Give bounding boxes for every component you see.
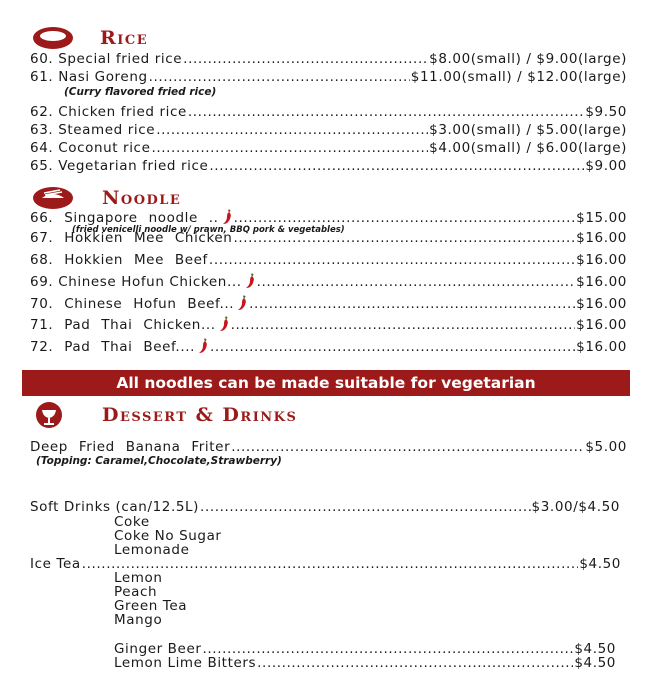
menu-item: 61. Nasi Goreng ..... $11.00(small) / $12.00(large) — [30, 69, 627, 86]
item-name: Lemon Lime Bitters — [114, 655, 257, 671]
chili-pepper-icon — [221, 209, 233, 225]
item-name: Nasi Goreng — [58, 69, 148, 85]
menu-item: 65. Vegetarian fried rice ..... $9.00 — [30, 158, 627, 175]
item-price: $9.50 — [585, 104, 627, 120]
item-name: Hokkien Mee Chicken — [64, 230, 233, 246]
item-price: $9.00 — [585, 158, 627, 174]
item-price: $16.00 — [576, 296, 627, 312]
item-price: $16.00 — [576, 339, 627, 355]
item-name: Coconut rice — [58, 140, 151, 156]
menu-item — [30, 439, 627, 456]
rice-title: Rice — [100, 27, 149, 49]
item-name: Chinese Hofun Beef — [64, 296, 220, 312]
item-name: Chinese Hofun Chicken — [58, 274, 227, 290]
drink-option: Green Tea — [114, 598, 188, 614]
noodle-title: Noodle — [102, 187, 182, 209]
item-name: Steamed rice — [58, 122, 156, 138]
item-name: Special fried rice — [58, 51, 183, 67]
menu-item: 70. Chinese Hofun Beef... ..... $16.00 — [30, 295, 627, 312]
drink-option: Mango — [114, 612, 163, 628]
item-price: $8.00(small) / $9.00(large) — [429, 51, 627, 67]
menu-item: 72. Pad Thai Beef.... ..... $16.00 — [30, 338, 627, 355]
item-note: (Curry flavored fried rice) — [64, 86, 217, 98]
item-price: $4.50 — [574, 641, 616, 657]
item-name: Ginger Beer — [114, 641, 202, 657]
chili-pepper-icon — [218, 316, 230, 332]
item-price: $16.00 — [576, 274, 627, 290]
drink-option: Lemonade — [114, 542, 190, 558]
item-price: $3.00(small) / $5.00(large) — [429, 122, 627, 138]
item-name: Vegetarian fried rice — [58, 158, 209, 174]
item-name: Pad Thai Chicken — [64, 317, 201, 333]
item-price: $16.00 — [576, 230, 627, 246]
drink-option: Coke No Sugar — [114, 528, 222, 544]
item-name: Pad Thai Beef — [64, 339, 176, 355]
menu-item: 60. Special fried rice ..... $8.00(small) / $9.00(large) — [30, 51, 627, 68]
item-name: Hokkien Mee Beef — [64, 252, 208, 268]
item-price: $16.00 — [576, 252, 627, 268]
menu-item: 62. Chicken fried rice ..... $9.50 — [30, 104, 627, 121]
item-price: $4.50 — [574, 655, 616, 671]
item-price: $3.00/$4.50 — [531, 499, 620, 515]
menu-item: 66. Singapore noodle .. ..... $15.00 — [30, 209, 627, 226]
item-price: $16.00 — [576, 317, 627, 333]
dessert-title: Dessert & Drinks — [102, 404, 298, 426]
vegetarian-banner: All noodles can be made suitable for vegetarian — [22, 370, 630, 396]
noodle-bowl-icon — [30, 185, 76, 211]
chili-pepper-icon — [197, 338, 209, 354]
item-price: $15.00 — [576, 210, 627, 226]
rice-section-header — [30, 25, 330, 53]
item-price: $4.00(small) / $6.00(large) — [429, 140, 627, 156]
item-price: $11.00(small) / $12.00(large) — [410, 69, 627, 85]
item-price: $4.50 — [579, 556, 621, 572]
rice-bowl-icon — [30, 25, 76, 51]
item-note: (Topping: Caramel,Chocolate,Strawberry) — [36, 455, 282, 467]
item-name: Chicken fried rice — [58, 104, 187, 120]
menu-item: 69. Chinese Hofun Chicken... ..... $16.00 — [30, 273, 627, 290]
menu-item — [114, 655, 616, 672]
drink-option: Peach — [114, 584, 158, 600]
drink-option: Coke — [114, 514, 150, 530]
menu-item: 68. Hokkien Mee Beef ..... $16.00 — [30, 252, 627, 269]
menu-item: 64. Coconut rice ..... $4.00(small) / $6.00(large) — [30, 140, 627, 157]
menu-item: 63. Steamed rice ..... $3.00(small) / $5.00(large) — [30, 122, 627, 139]
chili-pepper-icon — [244, 273, 256, 289]
drink-option: Lemon — [114, 570, 163, 586]
chili-pepper-icon — [236, 295, 248, 311]
item-note: (fried venicelli noodle w/ prawn, BBQ pork & vegetables) — [72, 225, 345, 235]
item-name: Deep Fried Banana Friter — [30, 439, 231, 455]
menu-item: 67. Hokkien Mee Chicken ..... $16.00 — [30, 230, 627, 247]
dessert-cup-icon — [34, 402, 64, 430]
dessert-section-header — [30, 402, 450, 430]
item-name: Singapore noodle — [64, 210, 198, 226]
menu-item: 71. Pad Thai Chicken... ..... $16.00 — [30, 316, 627, 333]
item-price: $5.00 — [585, 439, 627, 455]
item-name: Soft Drinks (can/12.5L) — [30, 499, 200, 515]
item-name: Ice Tea — [30, 556, 81, 572]
